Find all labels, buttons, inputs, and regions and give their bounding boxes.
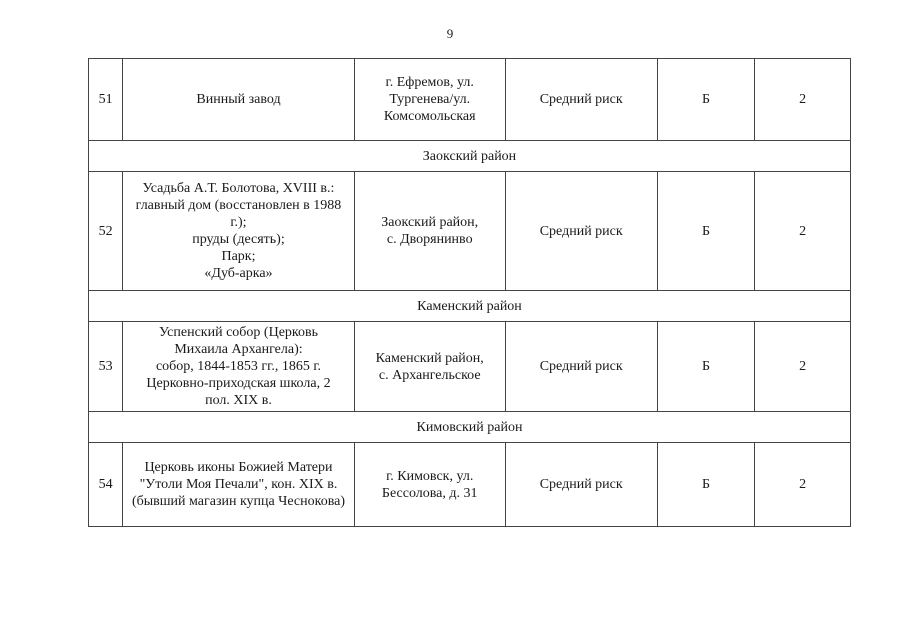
district-label: Кимовский район xyxy=(89,412,851,443)
table-row xyxy=(89,172,851,291)
risk-class: 2 xyxy=(755,59,851,141)
district-label: Заокский район xyxy=(89,141,851,172)
risk-category: Б xyxy=(657,322,755,412)
district-label: Каменский район xyxy=(89,291,851,322)
risk-level: Средний риск xyxy=(505,322,657,412)
risk-category: Б xyxy=(657,443,755,527)
page-number: 9 xyxy=(446,26,454,41)
table-row xyxy=(89,59,851,141)
object-address: г. Кимовск, ул. Бессолова, д. 31 xyxy=(354,443,505,527)
table-row xyxy=(89,322,851,412)
object-address: Заокский район, с. Дворянинво xyxy=(354,172,505,291)
risk-level: Средний риск xyxy=(505,443,657,527)
row-number: 52 xyxy=(89,172,123,291)
risk-class: 2 xyxy=(755,322,851,412)
district-row xyxy=(89,141,851,172)
risk-category: Б xyxy=(657,59,755,141)
object-name: Усадьба А.Т. Болотова, XVIII в.: главный дом (восстановлен в 1988 г.); пруды (десять); Парк; «Дуб-арка» xyxy=(123,172,355,291)
district-row xyxy=(89,412,851,443)
table-row xyxy=(89,443,851,527)
row-number: 54 xyxy=(89,443,123,527)
row-number: 51 xyxy=(89,59,123,141)
risk-class: 2 xyxy=(755,172,851,291)
district-row xyxy=(89,291,851,322)
risk-class: 2 xyxy=(755,443,851,527)
risk-category: Б xyxy=(657,172,755,291)
object-name: Винный завод xyxy=(123,59,355,141)
risk-level: Средний риск xyxy=(505,172,657,291)
object-name: Успенский собор (Церковь Михаила Архангела): собор, 1844-1853 гг., 1865 г. Церковно-приходская школа, 2 пол. XIX в. xyxy=(123,322,355,412)
row-number: 53 xyxy=(89,322,123,412)
object-name: Церковь иконы Божией Матери "Утоли Моя Печали", кон. XIX в. (бывший магазин купца Чеснокова) xyxy=(123,443,355,527)
risk-level: Средний риск xyxy=(505,59,657,141)
registry-table xyxy=(88,58,851,527)
object-address: г. Ефремов, ул. Тургенева/ул. Комсомольская xyxy=(354,59,505,141)
object-address: Каменский район, с. Архангельское xyxy=(354,322,505,412)
